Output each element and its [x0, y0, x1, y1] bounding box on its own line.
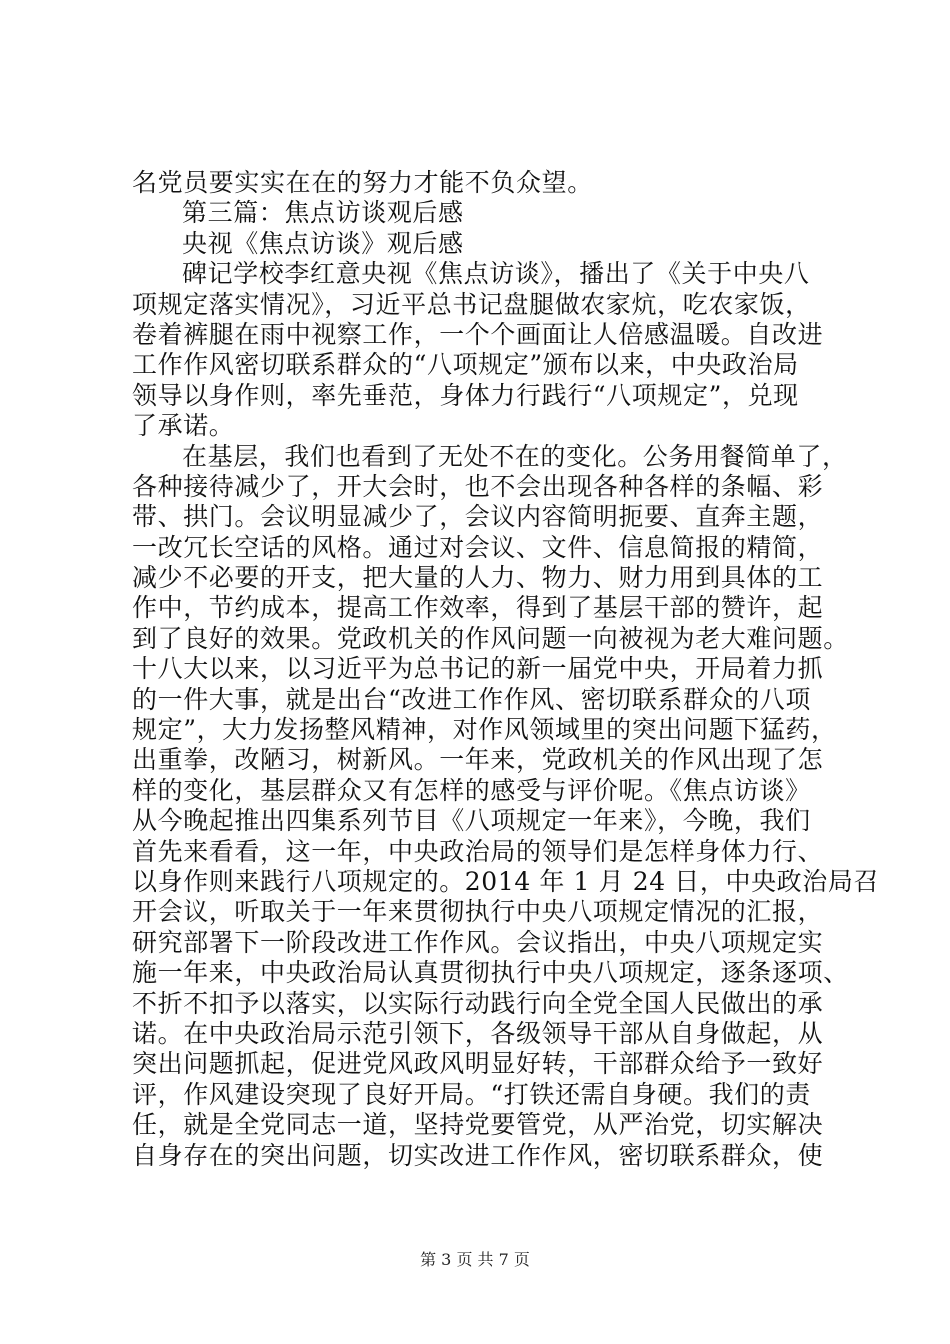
text-line: 了承诺。 — [132, 411, 235, 441]
text-line: 首先来看看，这一年，中央政治局的领导们是怎样身体力行、 — [132, 836, 824, 866]
text-line: 到了良好的效果。党政机关的作风问题一向被视为老大难问题。 — [132, 623, 849, 653]
text-line: 评，作风建设突现了良好开局。“打铁还需自身硬。我们的责 — [132, 1079, 811, 1109]
text-line: 十八大以来，以习近平为总书记的新一届党中央，开局着力抓 — [132, 654, 824, 684]
text-line: 领导以身作则，率先垂范，身体力行践行“八项规定”，兑现 — [132, 380, 799, 410]
text-line: 项规定落实情况》，习近平总书记盘腿做农家炕，吃农家饭， — [132, 289, 811, 319]
text-line: 带、拱门。会议明显减少了，会议内容简明扼要、直奔主题， — [132, 502, 824, 532]
page-number-footer: 第 3 页 共 7 页 — [420, 1250, 530, 1269]
text-line: 的一件大事，就是出台“改进工作作风、密切联系群众的八项 — [132, 684, 811, 714]
text-line: 在基层，我们也看到了无处不在的变化。公务用餐简单了， — [182, 441, 848, 471]
text-line: 碑记学校李红意央视《焦点访谈》，播出了《关于中央八 — [182, 259, 810, 289]
text-line: 规定”，大力发扬整风精神，对作风领域里的突出问题下猛药， — [132, 715, 837, 745]
text-line: 减少不必要的开支，把大量的人力、物力、财力用到具体的工 — [132, 563, 824, 593]
text-line: 以身作则来践行八项规定的。2014 年 1 月 24 日，中央政治局召 — [132, 866, 880, 896]
text-line: 出重拳，改陋习，树新风。一年来，党政机关的作风出现了怎 — [132, 745, 824, 775]
section-heading: 第三篇：焦点访谈观后感 — [182, 198, 464, 228]
text-line: 自身存在的突出问题，切实改进工作作风，密切联系群众，使 — [132, 1140, 824, 1170]
text-line: 不折不扣予以落实，以实际行动践行向全党全国人民做出的承 — [132, 988, 824, 1018]
text-line: 突出问题抓起，促进党风政风明显好转，干部群众给予一致好 — [132, 1049, 824, 1079]
text-line: 诺。在中央政治局示范引领下，各级领导干部从自身做起，从 — [132, 1018, 824, 1048]
text-line: 工作作风密切联系群众的“八项规定”颁布以来，中央政治局 — [132, 350, 799, 380]
article-title: 央视《焦点访谈》观后感 — [182, 228, 464, 258]
text-line: 作中，节约成本，提高工作效率，得到了基层干部的赞许，起 — [132, 593, 824, 623]
text-line: 名党员要实实在在的努力才能不负众望。 — [132, 168, 593, 197]
text-line: 施一年来，中央政治局认真贯彻执行中央八项规定，逐条逐项、 — [132, 958, 849, 988]
text-line: 研究部署下一阶段改进工作作风。会议指出，中央八项规定实 — [132, 927, 824, 957]
text-line: 样的变化，基层群众又有怎样的感受与评价呢。《焦点访谈》 — [132, 775, 811, 805]
text-line: 各种接待减少了，开大会时，也不会出现各种各样的条幅、彩 — [132, 471, 824, 501]
document-body — [132, 168, 880, 1171]
text-line: 从今晚起推出四集系列节目《八项规定一年来》，今晚，我们 — [132, 806, 811, 836]
text-line: 一改冗长空话的风格。通过对会议、文件、信息简报的精简， — [132, 532, 824, 562]
text-line: 卷着裤腿在雨中视察工作，一个个画面让人倍感温暖。自改进 — [132, 319, 824, 349]
text-line: 任，就是全党同志一道，坚持党要管党，从严治党，切实解决 — [132, 1110, 824, 1140]
text-line: 开会议，听取关于一年来贯彻执行中央八项规定情况的汇报， — [132, 897, 824, 927]
